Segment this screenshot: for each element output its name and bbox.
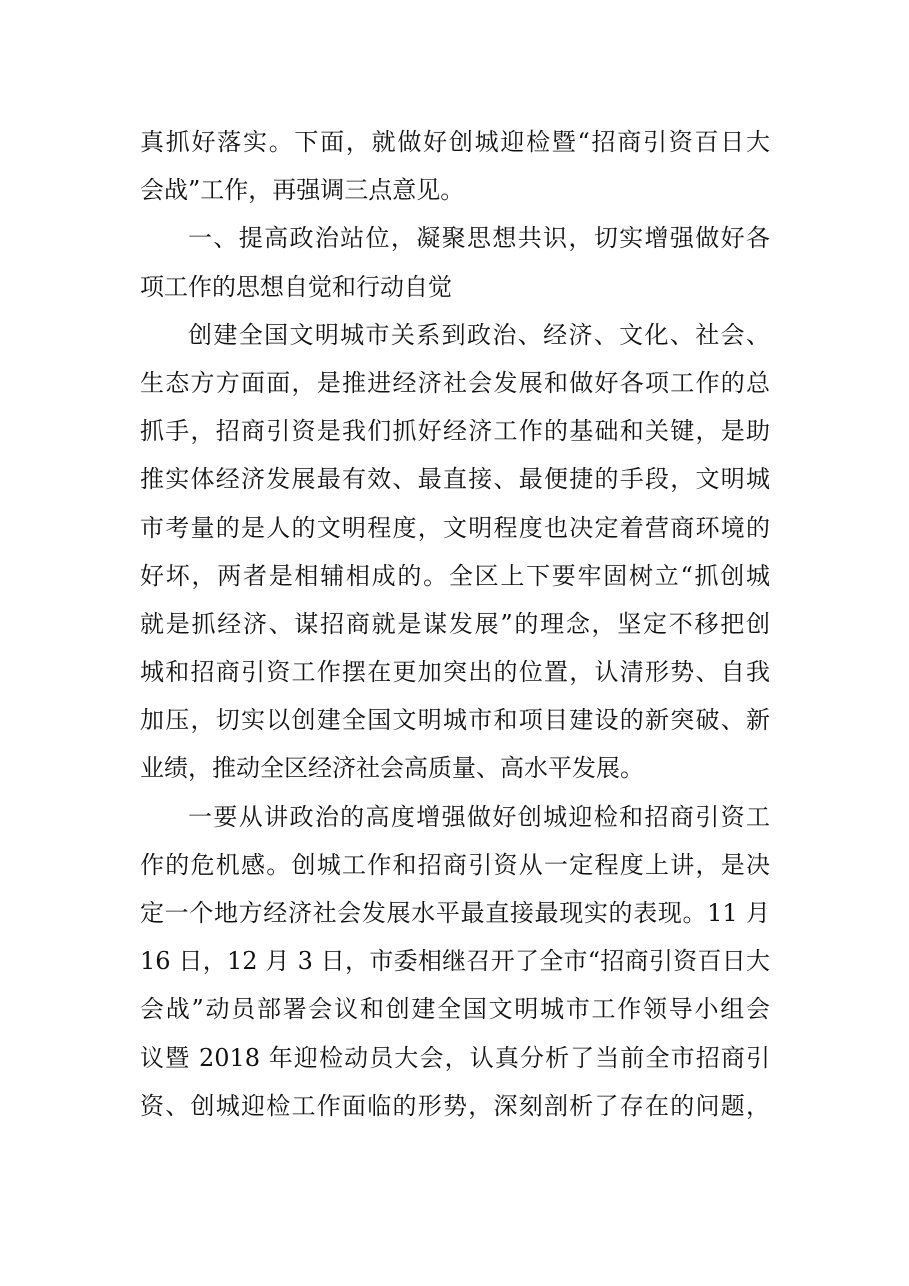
text-line: 资、创城迎检工作面临的形势，深刻剖析了存在的问题， [140, 1091, 770, 1120]
paragraph-body-1 [140, 311, 770, 793]
text-line: 市考量的是人的文明程度，文明程度也决定着营商环境的 [140, 513, 770, 542]
text-line: 创建全国文明城市关系到政治、经济、文化、社会、 [188, 320, 770, 349]
text-line: 城和招商引资工作摆在更加突出的位置，认清形势、自我 [140, 658, 770, 687]
text-line: 16 日，12 月 3 日，市委相继召开了全市“招商引资百日大 [140, 947, 770, 976]
text-line: 定一个地方经济社会发展水平最直接最现实的表现。11 月 [140, 899, 770, 927]
text-line: 好坏，两者是相辅相成的。全区上下要牢固树立“抓创城 [140, 561, 770, 590]
text-line: 真抓好落实。下面，就做好创城迎检暨“招商引资百日大 [140, 128, 770, 156]
text-line: 业绩，推动全区经济社会高质量、高水平发展。 [140, 754, 644, 783]
text-line: 一要从讲政治的高度增强做好创城迎检和招商引资工 [188, 802, 770, 831]
paragraph-intro [140, 118, 770, 214]
text-line: 抓手，招商引资是我们抓好经济工作的基础和关键，是助 [140, 417, 770, 446]
text-line: 推实体经济发展最有效、最直接、最便捷的手段，文明城 [140, 465, 770, 494]
text-line: 生态方方面面，是推进经济社会发展和做好各项工作的总 [140, 368, 770, 397]
text-line: 议暨 2018 年迎检动员大会，认真分析了当前全市招商引 [140, 1043, 770, 1072]
paragraph-body-2 [140, 793, 770, 1130]
text-line: 作的危机感。创城工作和招商引资从一定程度上讲，是决 [140, 850, 770, 879]
text-line: 加压，切实以创建全国文明城市和项目建设的新突破、新 [140, 706, 770, 735]
text-line: 项工作的思想自觉和行动自觉 [140, 272, 452, 301]
text-line: 就是抓经济、谋招商就是谋发展”的理念，坚定不移把创 [140, 609, 770, 638]
document-body [140, 118, 770, 1130]
text-line: 会战”动员部署会议和创建全国文明城市工作领导小组会 [140, 995, 770, 1024]
text-line: 一、提高政治站位，凝聚思想共识，切实增强做好各 [188, 224, 770, 253]
section-heading-1 [140, 214, 770, 310]
text-line: 会战”工作，再强调三点意见。 [140, 176, 465, 205]
